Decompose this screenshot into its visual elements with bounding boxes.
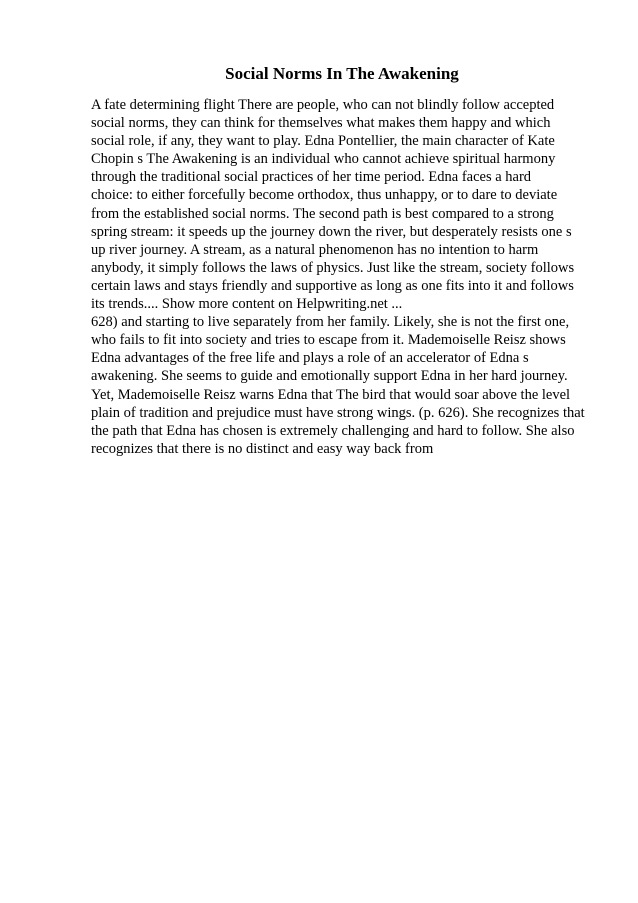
body-line: 628) and starting to live separately from her family. Likely, she is not the first one, [91, 314, 570, 331]
body-line: social norms, they can think for themselves what makes them happy and which [91, 115, 551, 132]
body-line: awakening. She seems to guide and emotionally support Edna in her hard journey. [91, 368, 568, 385]
body-line: anybody, it simply follows the laws of physics. Just like the stream, society follows [91, 259, 575, 276]
body-line: its trends.... Show more content on Helpwriting.net ... [91, 296, 403, 313]
document-title: Social Norms In The Awakening [225, 64, 459, 83]
body-line: recognizes that there is no distinct and easy way back from [91, 440, 434, 457]
body-line: plain of tradition and prejudice must have strong wings. (p. 626). She recognizes that [91, 404, 585, 421]
body-line: A fate determining flight There are people, who can not blindly follow accepted [91, 97, 555, 113]
body-line: the path that Edna has chosen is extremely challenging and hard to follow. She also [91, 422, 575, 439]
body-line: Yet, Mademoiselle Reisz warns Edna that The bird that would soar above the level [91, 386, 571, 403]
body-line: from the established social norms. The second path is best compared to a strong [91, 205, 554, 222]
body-line: Edna advantages of the free life and plays a role of an accelerator of Edna s [91, 350, 529, 367]
body-line: up river journey. A stream, as a natural phenomenon has no intention to harm [91, 241, 539, 258]
body-line: choice: to either forcefully become orthodox, thus unhappy, or to dare to deviate [91, 187, 558, 204]
body-line: social role, if any, they want to play. Edna Pontellier, the main character of Kate [91, 133, 555, 150]
body-line: spring stream: it speeds up the journey down the river, but desperately resists one s [91, 223, 572, 240]
document-body [91, 96, 611, 458]
body-line: who fails to fit into society and tries to escape from it. Mademoiselle Reisz shows [91, 332, 566, 349]
body-line: certain laws and stays friendly and supportive as long as one fits into it and follows [91, 277, 574, 294]
body-line: Chopin s The Awakening is an individual who cannot achieve spiritual harmony [91, 151, 556, 168]
body-line: through the traditional social practices of her time period. Edna faces a hard [91, 169, 532, 186]
